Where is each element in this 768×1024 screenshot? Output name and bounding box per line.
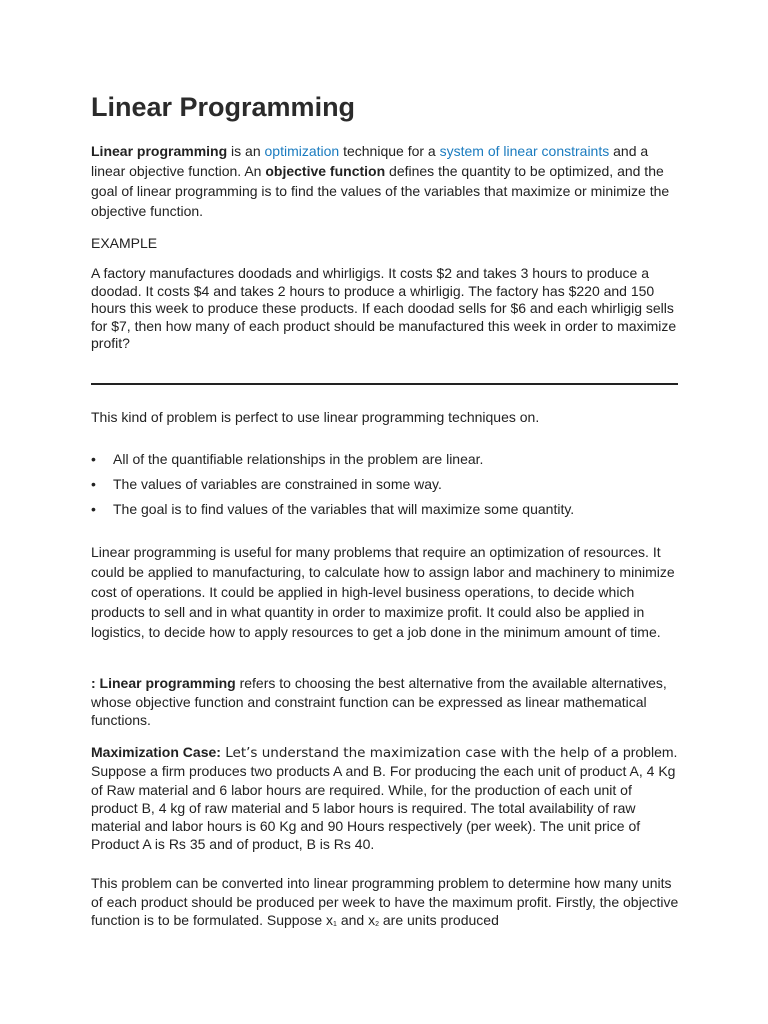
list-item-text: The goal is to find values of the variables that will maximize some quantity. xyxy=(113,501,575,517)
list-item xyxy=(91,450,681,468)
intro-text-4: defines the quantity to be optimized, and the goal of linear programming is to find the values of the variables that maximize or minimize the objective function. xyxy=(91,163,670,219)
bullet-icon: • xyxy=(91,451,96,467)
lp-definition-text: refers to choosing the best alternative from the available alternatives, whose objective function and constraint function can be expressed as linear mathematical functions. xyxy=(91,675,667,728)
term-linear-programming: Linear programming xyxy=(91,143,228,159)
linear-constraints-link[interactable]: system of linear constraints xyxy=(439,143,610,159)
converted-tail: are units produced xyxy=(379,912,499,928)
term-objective-function: objective function xyxy=(265,163,386,179)
converted-paragraph xyxy=(91,874,681,935)
intro-text-2: technique for a xyxy=(339,143,440,159)
horizontal-divider xyxy=(91,383,678,385)
intro-paragraph xyxy=(91,141,681,221)
converted-mid: and x xyxy=(336,912,376,928)
list-item xyxy=(91,500,681,518)
kind-paragraph: This kind of problem is perfect to use linear programming techniques on. xyxy=(91,409,540,425)
intro-text-3: and a linear objective function. An xyxy=(91,143,649,179)
bullet-list xyxy=(91,450,681,525)
intro-text-1: is an xyxy=(227,143,265,159)
maximization-case-lead: Let’s understand the maximization case with the help of a xyxy=(220,745,620,761)
list-item-text: The values of variables are constrained in some way. xyxy=(113,476,442,492)
lp-definition-paragraph xyxy=(91,674,681,730)
x2-subscript: 2 xyxy=(375,921,379,928)
maximization-case-term: Maximization Case: xyxy=(91,744,221,760)
list-item-text: All of the quantifiable relationships in the problem are linear. xyxy=(113,451,484,467)
page-title: Linear Programming xyxy=(91,92,356,122)
lp-definition-term: : Linear programming xyxy=(91,675,236,691)
useful-paragraph: Linear programming is useful for many problems that require an optimization of resources. It could be applied to manufacturing, to calculate how to assign labor and machinery to minimize cost of operations. It could be applied in high-level business operations, to decide which products to sell and in what quantity in order to maximize profit. It could also be applied in logistics, to decide how to apply resources to get a job done in the minimum amount of time. xyxy=(91,544,675,640)
maximization-case-paragraph xyxy=(91,743,681,854)
list-item xyxy=(91,475,681,493)
bullet-icon: • xyxy=(91,501,96,517)
example-label: EXAMPLE xyxy=(91,235,158,251)
optimization-link[interactable]: optimization xyxy=(264,143,340,159)
converted-text: This problem can be converted into linear programming problem to determine how many units of each product should be produced per week to have the maximum profit. Firstly, the objective function is to be formulated. Suppose x xyxy=(91,875,679,928)
bullet-icon: • xyxy=(91,476,96,492)
example-paragraph: A factory manufactures doodads and whirligigs. It costs $2 and takes 3 hours to produce a doodad. It costs $4 and takes 2 hours to produce a whirligig. The factory has $220 and 150 hours this week to produce these products. If each doodad sells for $6 and each whirligig sells for $7, then how many of each product should be manufactured this week in order to maximize profit? xyxy=(91,265,677,351)
maximization-case-text: problem. Suppose a firm produces two products A and B. For producing the each unit of product A, 4 Kg of Raw material and 6 labor hours are required. While, for the production of each unit of product B, 4 kg of raw material and 5 labor hours is required. The total availability of raw material and labor hours is 60 Kg and 90 Hours respectively (per week). The unit price of Product A is Rs 35 and of product, B is Rs 40. xyxy=(91,744,678,853)
x1-subscript: 1 xyxy=(333,921,337,928)
